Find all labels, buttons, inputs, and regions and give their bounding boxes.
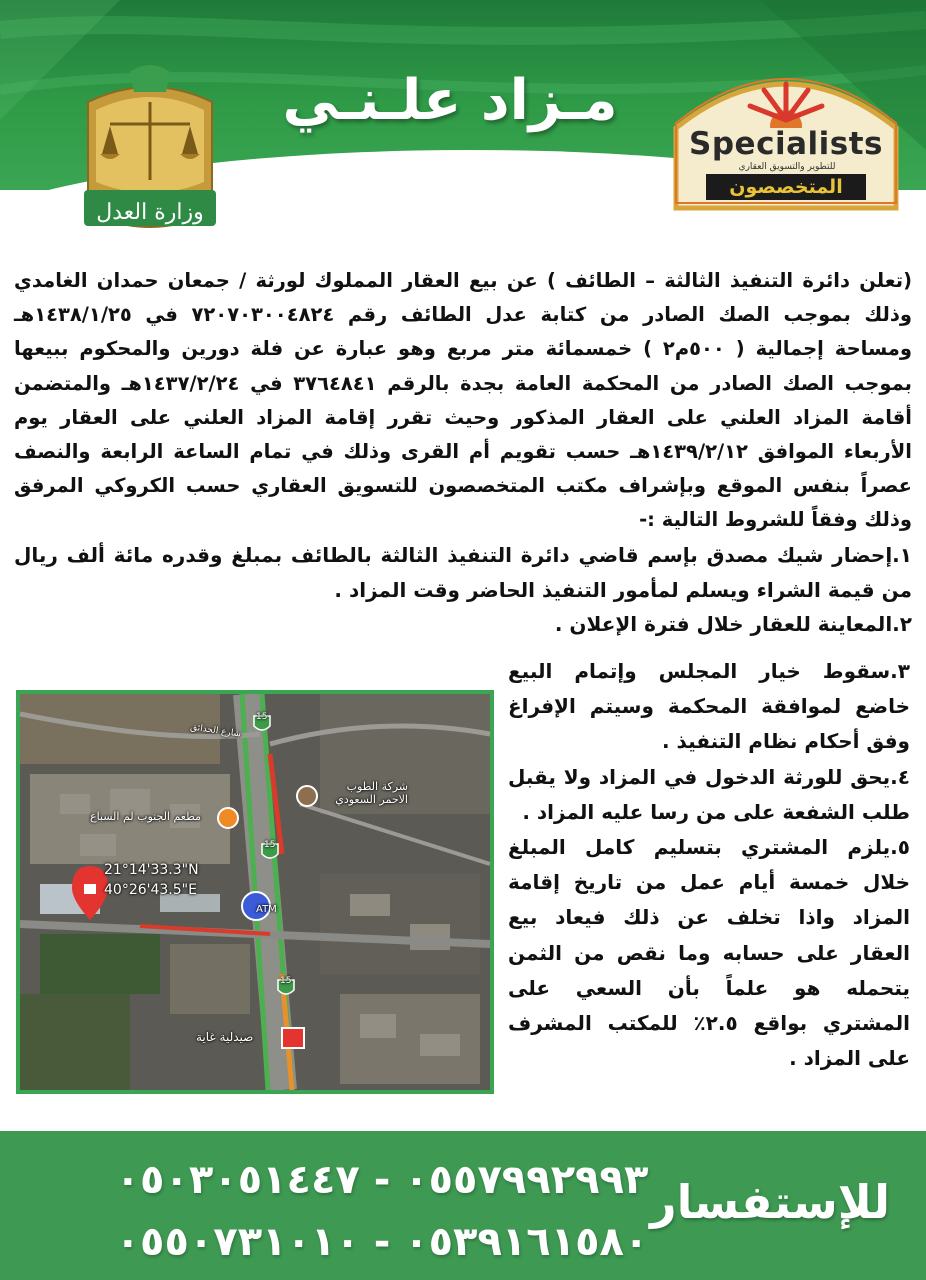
atm-label: ATM (256, 904, 277, 915)
phone-numbers (102, 1149, 662, 1273)
page-title: مـزاد علـنـي (282, 68, 618, 133)
coord-latitude: 21°14'33.3"N (104, 862, 199, 878)
coord-longitude: 40°26'43.5"E (104, 882, 197, 898)
company-tagline: للتطوير والتسويق العقاري (738, 162, 836, 172)
header-banner (0, 0, 926, 250)
pharmacy-icon (282, 1028, 304, 1048)
ministry-of-justice-logo (70, 62, 230, 238)
road-shield-label-2: 15 (264, 840, 276, 850)
phone-line-1[interactable]: ٠٥٥٧٩٩٢٩٩٣ - ٠٥٠٣٠٥١٤٤٧ (115, 1157, 649, 1203)
company-place-icon (297, 786, 317, 806)
condition-4: ٤.يحق للورثة الدخول في المزاد ولا يقبل طلب الشفعة على من رسا عليه المزاد . (508, 764, 910, 824)
company-name-latin: Specialists (689, 126, 883, 162)
location-map[interactable] (16, 690, 494, 1094)
company-place-label: شركة الطوب الاحمر السعودي (335, 780, 408, 806)
map-coordinates (104, 860, 199, 900)
company-logo (662, 58, 910, 222)
condition-1: ١.إحضار شيك مصدق بإسم قاضي دائرة التنفيذ الثالثة بالطائف بمبلغ وقدره مائة ألف ريال من قيمة الشراء ويسلم لمأمور التنفيذ الحاضر وقت المزاد . (14, 543, 912, 602)
announcement-text (14, 264, 912, 538)
contact-footer (0, 1131, 926, 1280)
inquiry-label: للإستفسار (650, 1175, 890, 1229)
conditions-list-narrow (508, 654, 910, 1076)
road-shield-label-1: 15 (256, 712, 268, 722)
condition-3: ٣.سقوط خيار المجلس وإتمام البيع خاضع لموافقة المحكمة وسيتم الإفراغ وفق أحكام نظام التنفيذ . (508, 659, 910, 754)
road-shield-label-3: 15 (280, 976, 292, 986)
pharmacy-label: صيدلية غاية (196, 1030, 254, 1044)
restaurant-icon (218, 808, 238, 828)
conditions-list-wide (14, 538, 912, 642)
restaurant-label: مطعم الجنوب لم السباع (90, 810, 202, 823)
announcement-paragraph: (تعلن دائرة التنفيذ الثالثة – الطائف ) عن بيع العقار المملوك لورثة / جمعان حمدان الغامدي وذلك بموجب الصك الصادر من كتابة عدل الطائف رقم ٧٢٠٧٠٣٠٠٤٨٢٤ في ١٤٣٨/١/٢٥هـ ومساحة إجمالية ( ٥٠٠م٢ ) خمسمائة متر مربع وهو عبارة عن فلة دورين والمحكوم ببيعها بموجب الصك الصادر من المحكمة العامة بجدة بالرقم ٣٧٦٤٨٤١ في ١٤٣٧/٢/٢٤هـ والمتضمن أقامة المزاد العلني على العقار المذكور وحيث تقرر إقامة المزاد العلني على العقار يوم الأربعاء الموافق ١٤٣٩/٢/١٢هـ حسب تقويم أم القرى وذلك في تمام الساعة الرابعة والنصف عصراً بنفس الموقع وبإشراف مكتب المتخصصون للتسويق العقاري حسب الكروكي المرفق وذلك وفقاً للشروط التالية :- (14, 269, 912, 532)
condition-2: ٢.المعاينة للعقار خلال فترة الإعلان . (554, 612, 912, 636)
map-satellite (20, 694, 490, 1090)
ministry-name: وزارة العدل (96, 200, 204, 225)
condition-5: ٥.يلزم المشتري بتسليم كامل المبلغ خلال خمسة أيام عمل من تاريخ إقامة المزاد واذا تخلف عن ذلك فيعاد بيع العقار على حسابه وما نقص من الثمن يتحمله هو علماً بأن السعي على المشتري بواقع ٢.٥٪ للمكتب المشرف على المزاد . (508, 835, 910, 1071)
street-label: شارع الحدائق (189, 722, 242, 740)
phone-line-2[interactable]: ٠٥٣٩١٦١٥٨٠ - ٠٥٥٠٧٣١٠١٠ (115, 1219, 649, 1265)
company-name-arabic: المتخصصون (706, 174, 866, 200)
sunburst-icon (746, 80, 826, 128)
